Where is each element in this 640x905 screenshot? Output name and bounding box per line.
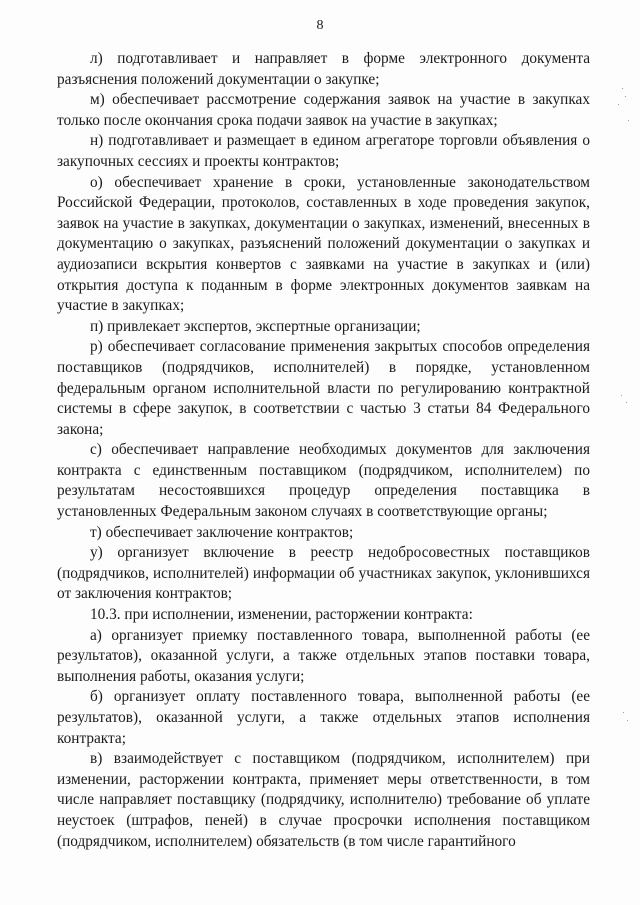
scan-speck [625,96,626,97]
scan-speck [626,402,627,403]
paragraph-item-p: п) привлекает экспертов, экспертные организации; [90,317,421,335]
paragraph-item-u: у) организует включение в реестр недобросовестных поставщиков (подрядчиков, исполнителей) информации об участниках закупок, уклонившихся от заключения контрактов; [57,544,590,603]
document-body [57,49,590,852]
page-number: 8 [316,18,324,33]
scan-speck [623,712,624,713]
paragraph-item-l: л) подготавливает и направляет в форме электронного документа разъяснения положений документации о закупке; [57,50,590,88]
paragraph-item-s: с) обеспечивает направление необходимых документов для заключения контракта с единственным поставщиком (подрядчиком, исполнителем) по результатам несостоявшихся процедур определения поставщика в установленных Федеральным законом случаях в соответствующие органы; [57,441,590,521]
scan-speck [628,120,629,121]
paragraph-item-v: в) взаимодействует с поставщиком (подрядчиком, исполнителем) при изменении, расторжении контракта, применяет меры ответственности, в том числе направляет поставщику (подрядчику, исполнителю) требование об уплате неустоек (штрафов, пеней) в случае просрочки исполнения поставщиком (подрядчиком, исполнителем) обязательств (в том числе гарантийного [57,750,590,850]
paragraph-item-b: б) организует оплату поставленного товара, выполненной работы (ее результатов), оказанной услуги, а также отдельных этапов исполнения контракта; [57,688,590,747]
scan-speck [621,395,622,396]
paragraph-item-m: м) обеспечивает рассмотрение содержания заявок на участие в закупках только после окончания срока подачи заявок на участие в закупках; [57,91,590,129]
scan-speck [627,720,628,721]
section-heading-10-3: 10.3. при исполнении, изменении, расторжении контракта: [90,606,473,624]
scan-speck [618,104,619,105]
scan-speck [622,88,623,89]
paragraph-item-a: а) организует приемку поставленного товара, выполненной работы (ее результатов), оказанной услуги, а также отдельных этапов поставки товара, выполнения работы, оказания услуги; [57,626,590,685]
paragraph-item-o: о) обеспечивает хранение в сроки, установленные законодательством Российской Федерации, протоколов, составленных в ходе проведения закупок, заявок на участие в закупках, документации о закупках, изменений, внесенных в документацию о закупках, разъяснений положений документации о закупках и аудиозаписи вскрытия конвертов с заявками на участие в закупках и (или) открытия доступа к поданным в форме электронных документов заявкам на участие в закупках; [57,173,590,315]
paragraph-item-t: т) обеспечивает заключение контрактов; [90,523,354,541]
paragraph-item-n: н) подготавливает и размещает в едином агрегаторе торговли объявления о закупочных сессиях и проекты контрактов; [57,132,590,170]
paragraph-item-r: р) обеспечивает согласование применения закрытых способов определения поставщиков (подрядчиков, исполнителей) в порядке, установленном федеральным органом исполнительной власти по регулированию контрактной системы в сфере закупок, в соответствии с частью 3 статьи 84 Федерального закона; [57,338,590,438]
